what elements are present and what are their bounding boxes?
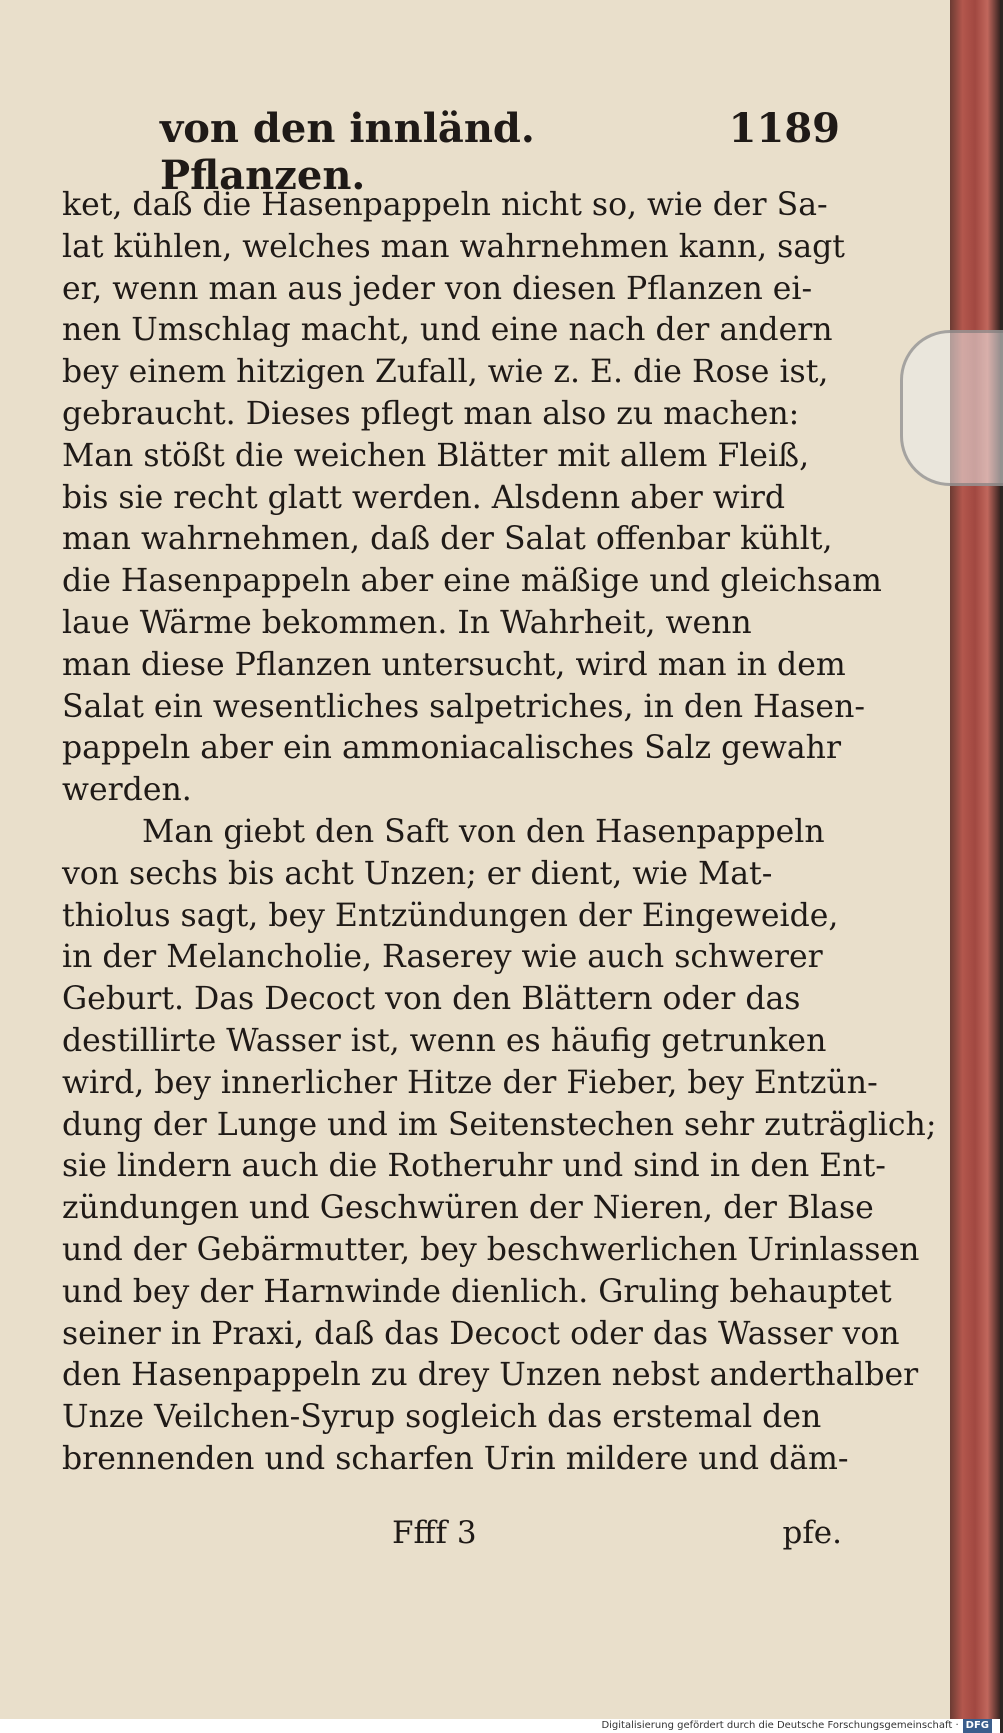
text-line: Man giebt den Saft von den Hasenpappeln [142, 813, 825, 850]
text-line: von sechs bis acht Unzen; er dient, wie Mat- [62, 855, 773, 892]
text-line: man diese Pflanzen untersucht, wird man in dem [62, 646, 846, 683]
text-line: ket, daß die Hasenpappeln nicht so, wie der Sa- [62, 187, 828, 223]
page-edge [950, 0, 1000, 1720]
text-line: die Hasenpappeln aber eine mäßige und gleichsam [62, 563, 882, 600]
body-text [62, 185, 937, 1481]
text-line: brennenden und scharfen Urin mildere und däm- [62, 1440, 849, 1477]
text-line: lat kühlen, welches man wahrnehmen kann, sagt [62, 228, 845, 265]
text-line: laue Wärme bekommen. In Wahrheit, wenn [62, 604, 752, 641]
text-line: Man stößt die weichen Blätter mit allem Fleiß, [62, 437, 810, 474]
signature-mark: Ffff 3 [392, 1515, 477, 1551]
text-line: wird, bey innerlicher Hitze der Fieber, bey Entzün- [62, 1064, 878, 1101]
text-line: in der Melancholie, Raserey wie auch schwerer [62, 939, 823, 976]
text-line: pappeln aber ein ammoniacalisches Salz gewahr [62, 730, 842, 767]
text-line: thiolus sagt, bey Entzündungen der Eingeweide, [62, 897, 839, 934]
page-number: 1189 [728, 105, 840, 152]
text-line: destillirte Wasser ist, wenn es häufig getrunken [62, 1022, 827, 1059]
text-line: man wahrnehmen, daß der Salat offenbar kühlt, [62, 521, 833, 558]
dfg-logo: DFG [963, 1719, 992, 1733]
page-header [160, 105, 840, 199]
digitization-credit [0, 1719, 1000, 1733]
page-footer [62, 1515, 842, 1557]
text-line: Salat ein wesentliches salpetriches, in den Hasen- [62, 688, 866, 725]
text-line: seiner in Praxi, daß das Decoct oder das Wasser von [62, 1315, 900, 1352]
text-line: werden. [62, 772, 192, 809]
text-line: nen Umschlag macht, und eine nach der andern [62, 312, 833, 349]
text-line: er, wenn man aus jeder von diesen Pflanzen ei- [62, 270, 813, 307]
text-line: dung der Lunge und im Seitenstechen sehr zuträglich; [62, 1106, 937, 1143]
catchword: pfe. [782, 1515, 842, 1551]
text-line: gebraucht. Dieses pflegt man also zu machen: [62, 395, 800, 432]
credit-text: Digitalisierung gefördert durch die Deutsche Forschungsgemeinschaft · [601, 1720, 959, 1731]
text-line: bey einem hitzigen Zufall, wie z. E. die Rose ist, [62, 354, 829, 391]
text-line: und der Gebärmutter, bey beschwerlichen Urinlassen [62, 1231, 920, 1268]
text-line: den Hasenpappeln zu drey Unzen nebst anderthalber [62, 1357, 919, 1394]
text-line: bis sie recht glatt werden. Alsdenn aber wird [62, 479, 786, 516]
text-line: Geburt. Das Decoct von den Blättern oder das [62, 981, 801, 1018]
page-clip [900, 330, 1003, 486]
text-line: Unze Veilchen-Syrup sogleich das erstemal den [62, 1399, 822, 1436]
text-line: zündungen und Geschwüren der Nieren, der Blase [62, 1190, 874, 1227]
running-title: von den innländ. Pflanzen. [160, 105, 535, 199]
text-line: und bey der Harnwinde dienlich. Gruling behauptet [62, 1273, 892, 1310]
text-line: sie lindern auch die Rotheruhr und sind in den Ent- [62, 1148, 886, 1185]
